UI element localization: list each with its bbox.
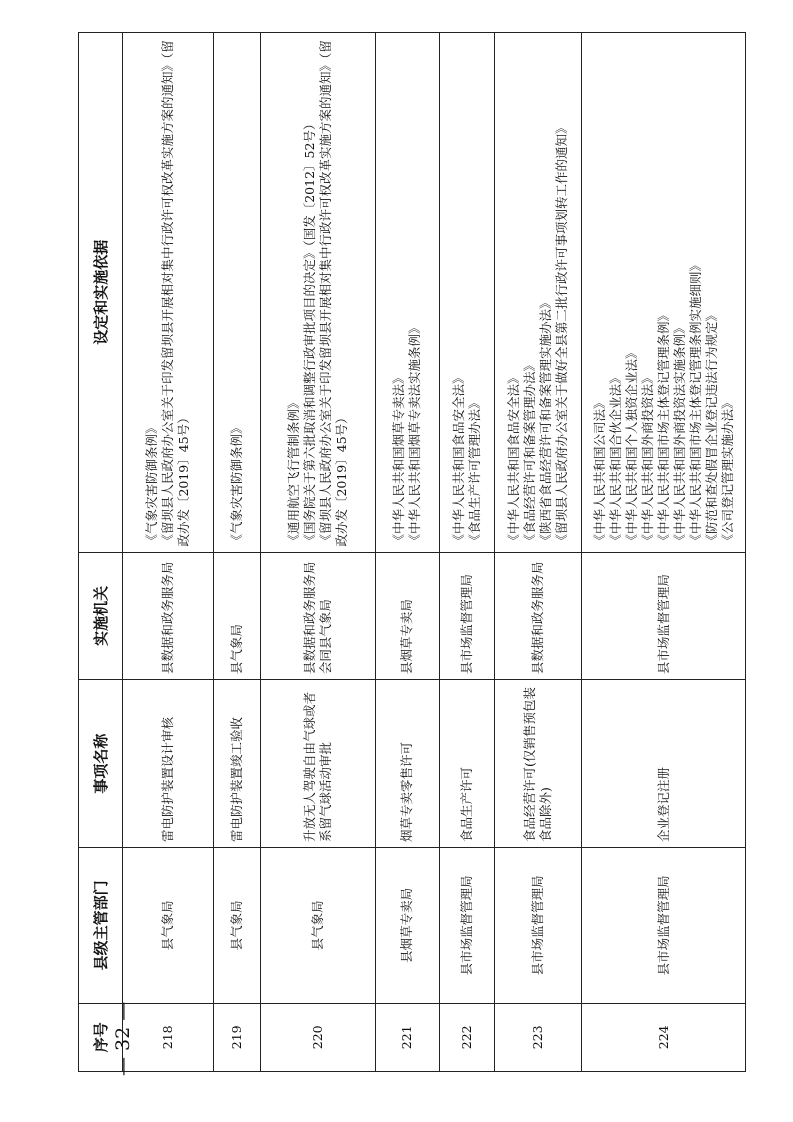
row-no: 223 [495,1003,582,1071]
basis-line: 《中华人民共和国市场主体登记管理条例实施细则》 [687,259,703,547]
row-no: 221 [376,1003,440,1071]
row-no: 222 [439,1003,494,1071]
row-dept: 县市场监督管理局 [439,848,494,1004]
row-basis [376,33,440,553]
basis-line: 《中华人民共和国市场主体登记管理条例》 [655,309,671,547]
basis-line: 《中华人民共和国公司法》 [591,396,607,547]
header-dept: 县级主管部门 [79,848,123,1004]
permit-table [78,32,746,1072]
row-no: 219 [214,1003,261,1071]
row-dept: 县烟草专卖局 [376,848,440,1004]
table-header-row [79,33,123,1072]
row-item: 食品经营许可(仅销售预包装食品除外) [495,680,582,848]
row-item: 升放无人驾驶自由气球或者系留气球活动审批 [261,680,376,848]
header-basis: 设定和实施依据 [79,33,123,553]
row-agency: 县数据和政务服务局 [495,552,582,680]
row-agency: 县数据和政务服务局 [123,552,214,680]
basis-line: 《中华人民共和国烟草专卖法实施条例》 [407,321,423,547]
rotated-table-wrapper [78,32,746,1072]
table-row [261,33,376,1072]
basis-line: 《国务院关于第六批取消和调整行政审批项目的决定》（国发〔2012〕52号） [302,117,318,547]
row-dept: 县气象局 [123,848,214,1004]
basis-line: 《中华人民共和国合伙企业法》 [607,371,623,547]
row-agency: 县气象局 [214,552,261,680]
basis-line: 《中华人民共和国个人独资企业法》 [623,346,639,547]
table-row [495,33,582,1072]
basis-line: 《防范和查处假冒企业登记违法行为规定》 [703,309,719,547]
row-basis [439,33,494,553]
header-item: 事项名称 [79,680,123,848]
table-row [214,33,261,1072]
row-no: 218 [123,1003,214,1071]
basis-line: 《中华人民共和国外商投资法》 [639,371,655,547]
table-row [582,33,746,1072]
basis-line: 《中华人民共和国外商投资法实施条例》 [671,321,687,547]
row-basis [214,33,261,553]
row-agency: 县市场监督管理局 [439,552,494,680]
row-basis [495,33,582,553]
basis-line: 《中华人民共和国烟草专卖法》 [391,371,407,547]
row-no: 220 [261,1003,376,1071]
basis-line: 《中华人民共和国食品安全法》 [506,371,522,547]
basis-line: 《留坝县人民政府办公室关于印发留坝县开展相对集中行政许可权改革实施方案的通知》（留政办发〔2019〕45号） [318,40,350,547]
basis-line: 《陕西省食品经营许可和备案管理实施办法》 [538,296,554,547]
basis-line: 《中华人民共和国食品安全法》 [450,371,466,547]
row-no: 224 [582,1003,746,1071]
table-row [376,33,440,1072]
table-row [123,33,214,1072]
row-dept: 县市场监督管理局 [582,848,746,1004]
basis-line: 《气象灾害防御条例》 [229,421,245,547]
basis-line: 《留坝县人民政府办公室关于印发留坝县开展相对集中行政许可权改革实施方案的通知》（留政办发〔2019〕45号） [160,40,192,547]
row-item: 烟草专卖零售许可 [376,680,440,848]
row-item: 食品生产许可 [439,680,494,848]
row-item: 雷电防护装置设计审核 [123,680,214,848]
basis-line: 《通用航空飞行管制条例》 [286,396,302,547]
row-basis [123,33,214,553]
row-agency: 县市场监督管理局 [582,552,746,680]
basis-line: 《食品经营许可和备案管理办法》 [522,359,538,547]
basis-line: 《气象灾害防御条例》 [144,421,160,547]
row-agency: 县烟草专卖局 [376,552,440,680]
table-row [439,33,494,1072]
row-basis [582,33,746,553]
row-dept: 县气象局 [261,848,376,1004]
page-number: — 32 — [112,1001,134,1076]
row-dept: 县市场监督管理局 [495,848,582,1004]
basis-line: 《留坝县人民政府办公室关于做好全县第二批行政许可事项划转工作的通知》 [554,121,570,547]
row-item: 企业登记注册 [582,680,746,848]
header-no: 序号 [79,1003,123,1071]
row-agency: 县数据和政务服务局会同县气象局 [261,552,376,680]
row-dept: 县气象局 [214,848,261,1004]
basis-line: 《公司登记管理实施办法》 [719,396,735,547]
row-item: 雷电防护装置竣工验收 [214,680,261,848]
basis-line: 《食品生产许可管理办法》 [466,396,482,547]
row-basis [261,33,376,553]
table-body [123,33,746,1072]
header-agency: 实施机关 [79,552,123,680]
